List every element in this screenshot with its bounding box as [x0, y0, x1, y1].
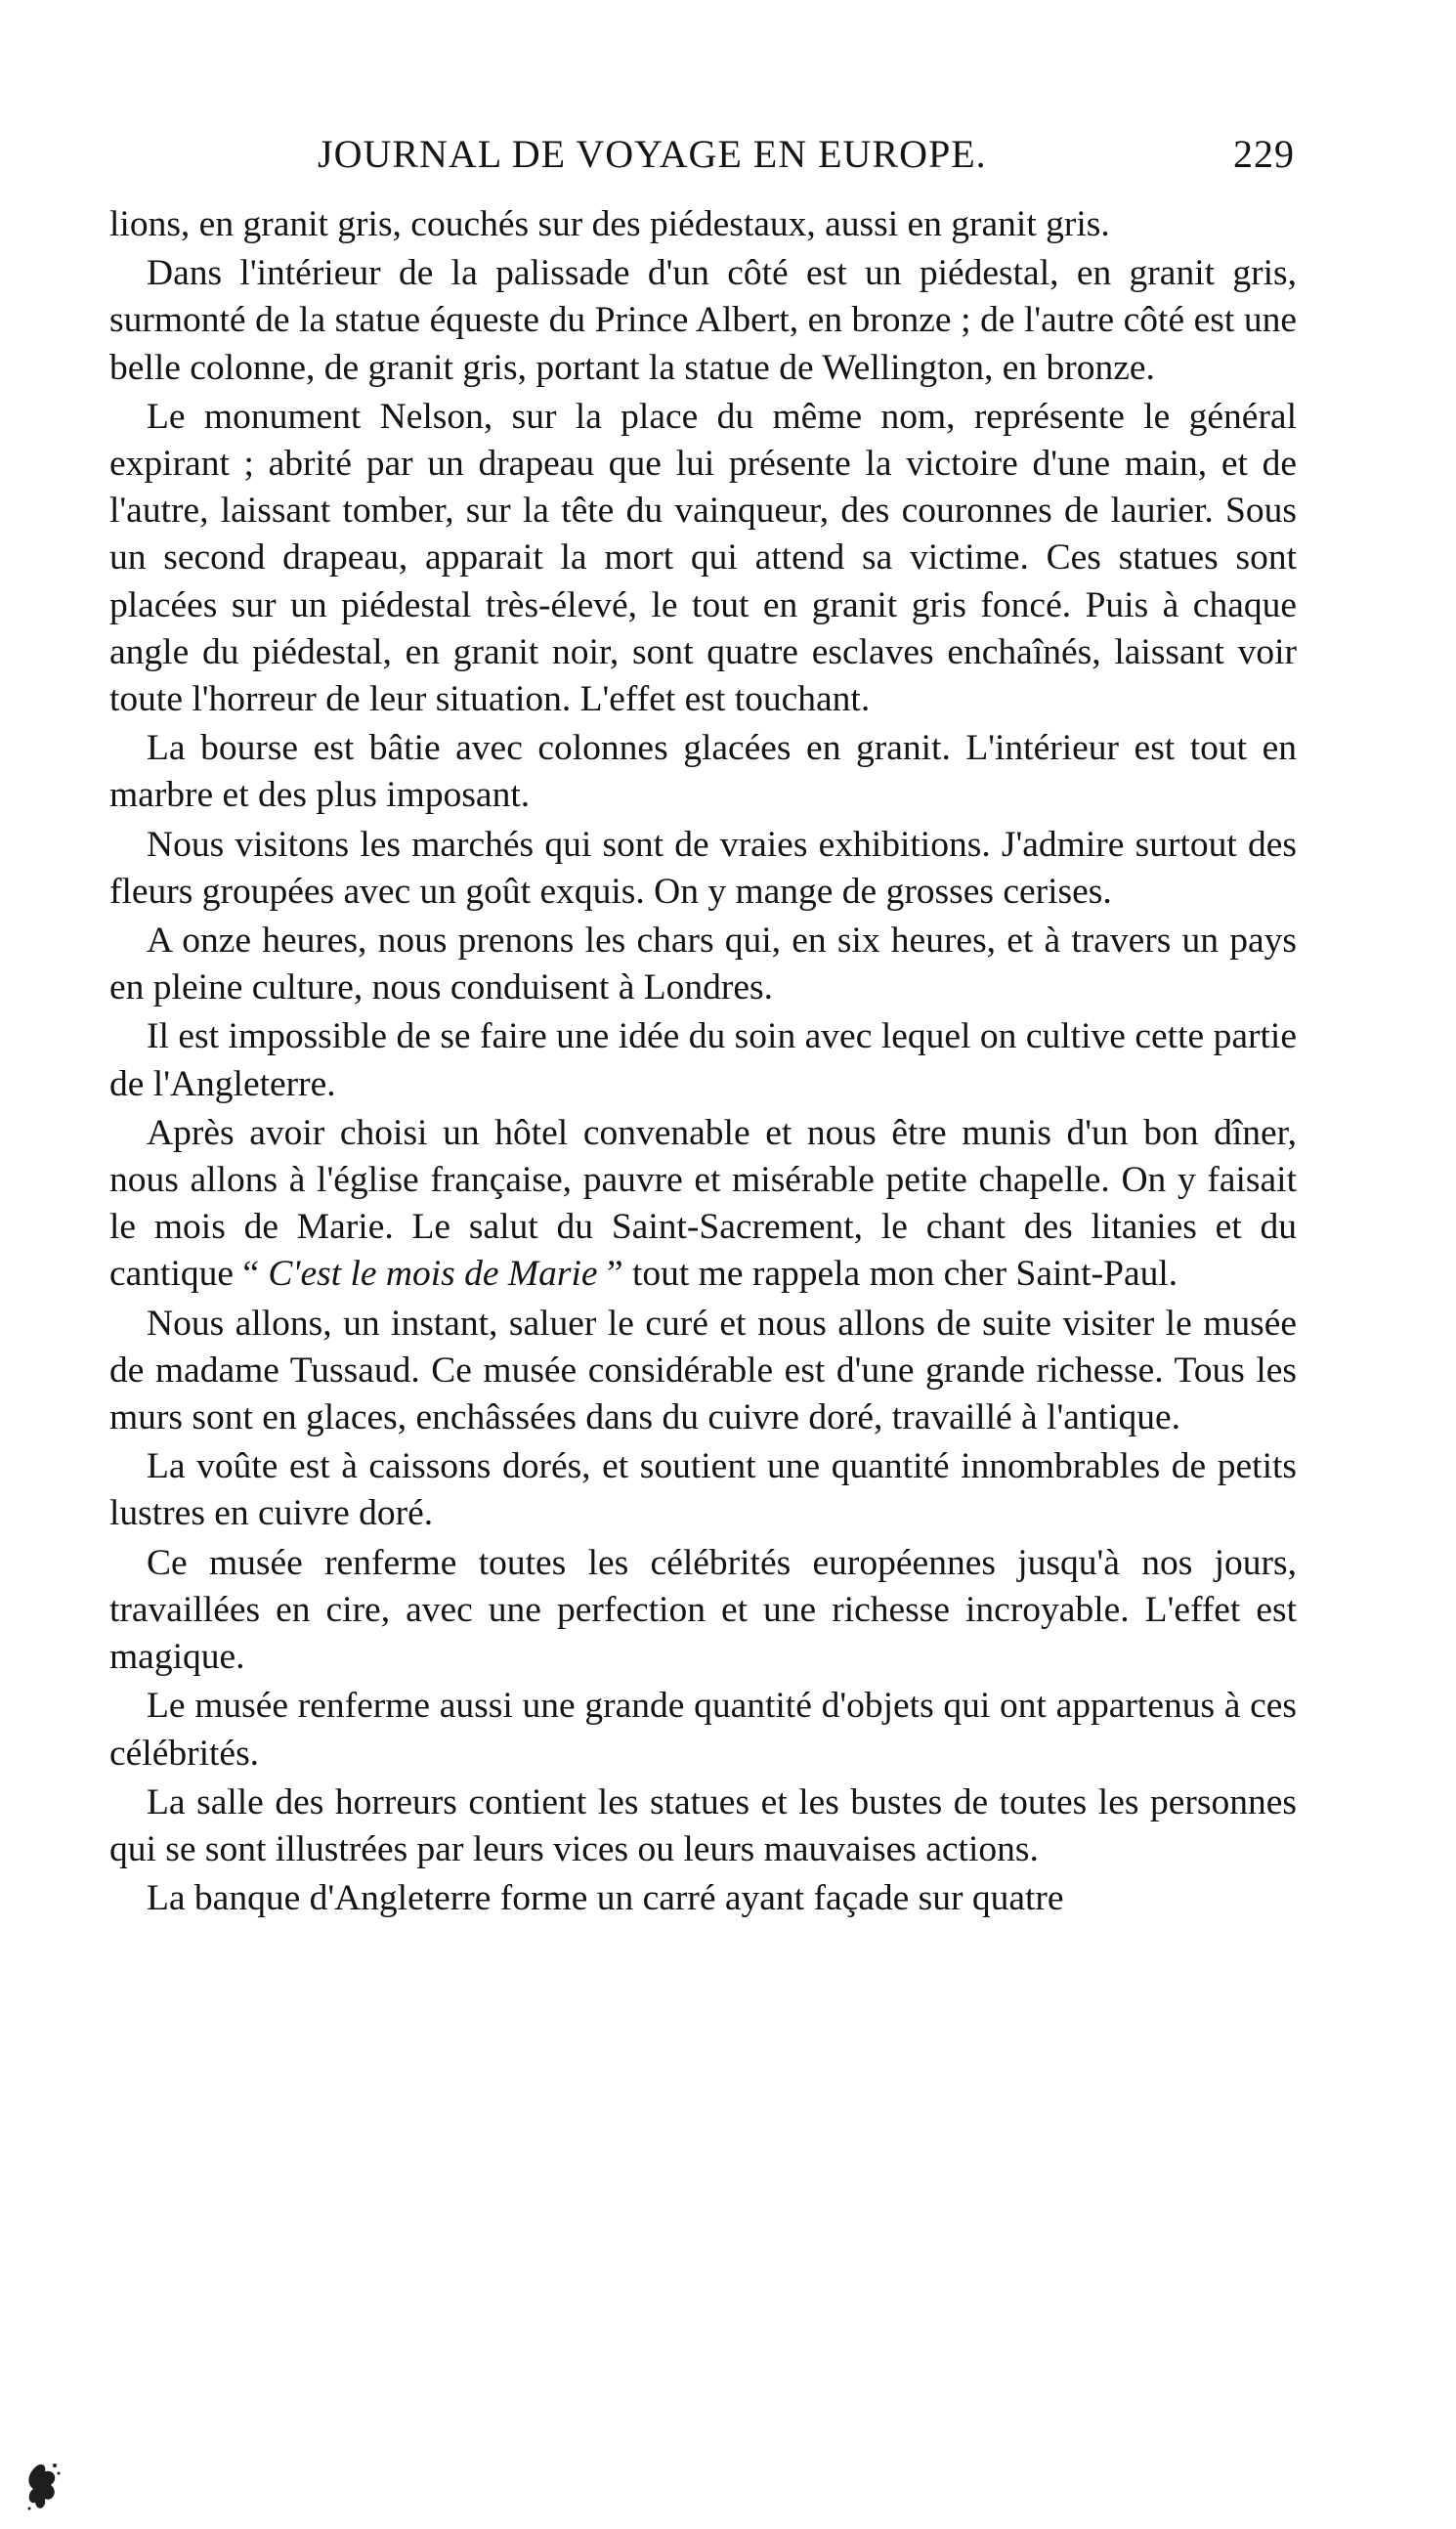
paragraph: La voûte est à caissons dorés, et soutient une quantité innombrables de petits lustres en cuivre doré.: [109, 1446, 1297, 1534]
paragraph: Ce musée renferme toutes les célébrités européennes jusqu'à nos jours, travaillées en cire, avec une perfection et une richesse incroyable. L'effet est magique.: [109, 1542, 1297, 1678]
paragraph-text: ” tout me rappela mon cher Saint-Paul.: [597, 1254, 1178, 1295]
paragraph: Dans l'intérieur de la palissade d'un côté est un piédestal, en granit gris, surmonté de la statue équeste du Prince Albert, en bronze ; de l'autre côté est une belle colonne, de granit gris, portant la statue de Wellington, en bronze.: [109, 253, 1297, 388]
paragraph: Nous allons, un instant, saluer le curé et nous allons de suite visiter le musée de madame Tussaud. Ce musée considérable est d'une grande richesse. Tous les murs sont en glaces, enchâssées dans du cuivre doré, travaillé à l'antique.: [109, 1303, 1297, 1438]
paragraph: Le monument Nelson, sur la place du même nom, représente le général expirant ; abrité par un drapeau que lui présente la victoire d'une main, et de l'autre, laissant tomber, sur la tête du vainqueur, des couronnes de laurier. Sous un second drapeau, apparait la mort qui attend sa victime. Ces statues sont placées sur un piédestal très-élevé, le tout en granit gris foncé. Puis à chaque angle du piédestal, en granit noir, sont quatre esclaves enchaînés, laissant voir toute l'horreur de leur situation. L'effet est touchant.: [109, 396, 1297, 720]
paragraph: lions, en granit gris, couchés sur des piédestaux, aussi en granit gris.: [109, 204, 1110, 244]
paragraph: La bourse est bâtie avec colonnes glacées en granit. L'intérieur est tout en marbre et des plus imposant.: [109, 728, 1297, 816]
paragraph: Le musée renferme aussi une grande quantité d'objets qui ont appartenus à ces célébrités.: [109, 1686, 1297, 1774]
paragraph: Il est impossible de se faire une idée du soin avec lequel on cultive cette partie de l'Angleterre.: [109, 1016, 1297, 1104]
paragraph: La banque d'Angleterre forme un carré ayant façade sur quatre: [147, 1878, 1064, 1919]
running-head: [318, 125, 1295, 184]
paragraph: La salle des horreurs contient les statues et les bustes de toutes les personnes qui se sont illustrées par leurs vices ou leurs mauvaises actions.: [109, 1781, 1297, 1869]
paragraph: A onze heures, nous prenons les chars qui, en six heures, et à travers un pays en pleine culture, nous conduisent à Londres.: [109, 921, 1297, 1008]
body-text: [109, 201, 1297, 1924]
paragraph: [109, 1110, 1297, 1299]
paragraph-text: Après avoir choisi un hôtel convenable et nous être munis d'un bon dîner, nous allons à l'église française, pauvre et misérable petite chapelle. On y faisait le mois de Marie. Le salut du Saint-Sacrement, le chant des litanies et du cantique “: [109, 1112, 1297, 1295]
italic-quote: C'est le mois de Marie: [268, 1254, 598, 1295]
paragraph: Nous visitons les marchés qui sont de vraies exhibitions. J'admire surtout des fleurs groupées avec un goût exquis. On y mange de grosses cerises.: [109, 824, 1297, 912]
ink-blot-ornament: [25, 2458, 64, 2516]
page-number: 229: [1233, 132, 1295, 176]
running-title: JOURNAL DE VOYAGE EN EUROPE.: [318, 132, 987, 176]
